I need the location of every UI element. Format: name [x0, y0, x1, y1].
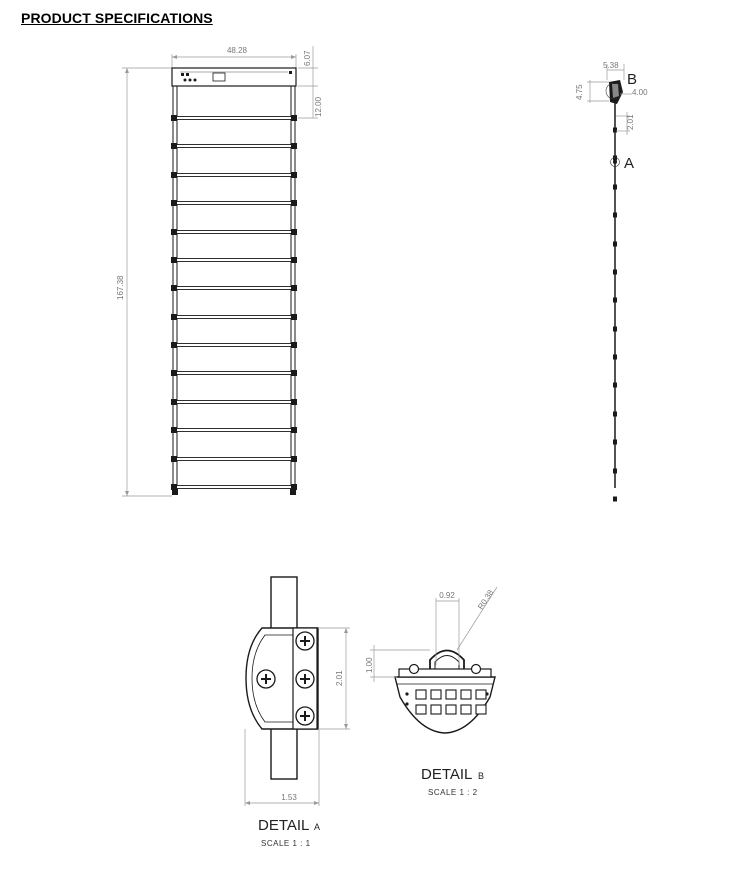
vent-slot [416, 690, 426, 699]
vent-slot [431, 705, 441, 714]
detail-a-title: DETAIL [258, 817, 310, 834]
rung [171, 399, 297, 405]
rung [171, 342, 297, 348]
rung [171, 143, 297, 149]
front-width-dimension: 48.28 [226, 46, 248, 55]
detail-b-letter: B [478, 771, 485, 781]
rung [171, 172, 297, 178]
vent-slot [461, 705, 471, 714]
detail-a-label: A [624, 155, 635, 172]
side-left-dimension: 4.75 [575, 84, 584, 100]
side-joint [613, 327, 617, 332]
rung [171, 427, 297, 433]
detail-b-title: DETAIL [421, 766, 473, 783]
rung [171, 257, 297, 263]
side-joint [613, 440, 617, 445]
detail-b-view [365, 587, 497, 797]
detail-a-scale: SCALE 1 : 1 [261, 839, 311, 848]
top-module-dimension: 6.07 [303, 50, 312, 66]
detail-b-label: B [627, 71, 638, 88]
top-control-module [172, 68, 296, 86]
rung [171, 484, 297, 490]
vent-slot [461, 690, 471, 699]
side-joint [613, 213, 617, 218]
rung [171, 229, 297, 235]
rungs [171, 115, 297, 490]
detail-a-screw-left [257, 670, 275, 688]
side-joint [613, 128, 617, 133]
rung-spacing-dimension: 12.00 [314, 96, 323, 117]
rung [171, 314, 297, 320]
detail-a-screw-bottom [296, 707, 314, 725]
side-joint [613, 270, 617, 275]
side-joint [613, 412, 617, 417]
side-joint [613, 469, 617, 474]
rung [171, 200, 297, 206]
side-view [575, 61, 648, 502]
side-joint [613, 185, 617, 190]
vent-slot [476, 690, 486, 699]
detail-a-letter: A [314, 822, 321, 832]
detail-b-scale: SCALE 1 : 2 [428, 788, 478, 797]
detail-b-height-dimension: 1.00 [365, 657, 374, 673]
vent-slot [446, 705, 456, 714]
side-joint [613, 298, 617, 303]
rung [171, 115, 297, 121]
vent-slot [446, 690, 456, 699]
detail-a-screw-top [296, 632, 314, 650]
detail-b-width-dimension: 0.92 [439, 591, 455, 600]
rung [171, 370, 297, 376]
vent-slot [431, 690, 441, 699]
side-joint [613, 383, 617, 388]
front-height-dimension: 167.38 [116, 275, 125, 300]
detail-a-screw-middle [296, 670, 314, 688]
front-view [116, 46, 323, 496]
detail-a-view [245, 577, 350, 848]
vent-slot [416, 705, 426, 714]
side-spacing-dimension: 2.01 [626, 114, 635, 130]
side-joint [613, 242, 617, 247]
side-joint [613, 355, 617, 360]
rung [171, 456, 297, 462]
side-joint [613, 497, 617, 502]
rung [171, 285, 297, 291]
side-top-dimension: 5.38 [603, 61, 619, 70]
detail-b-radius-dimension: R0.38 [476, 588, 496, 612]
side-head-dimension: 4.00 [632, 88, 648, 97]
detail-a-width-dimension: 1.53 [281, 793, 297, 802]
vent-slot [476, 705, 486, 714]
page-title: PRODUCT SPECIFICATIONS [21, 10, 213, 26]
detail-a-height-dimension: 2.01 [335, 670, 344, 686]
